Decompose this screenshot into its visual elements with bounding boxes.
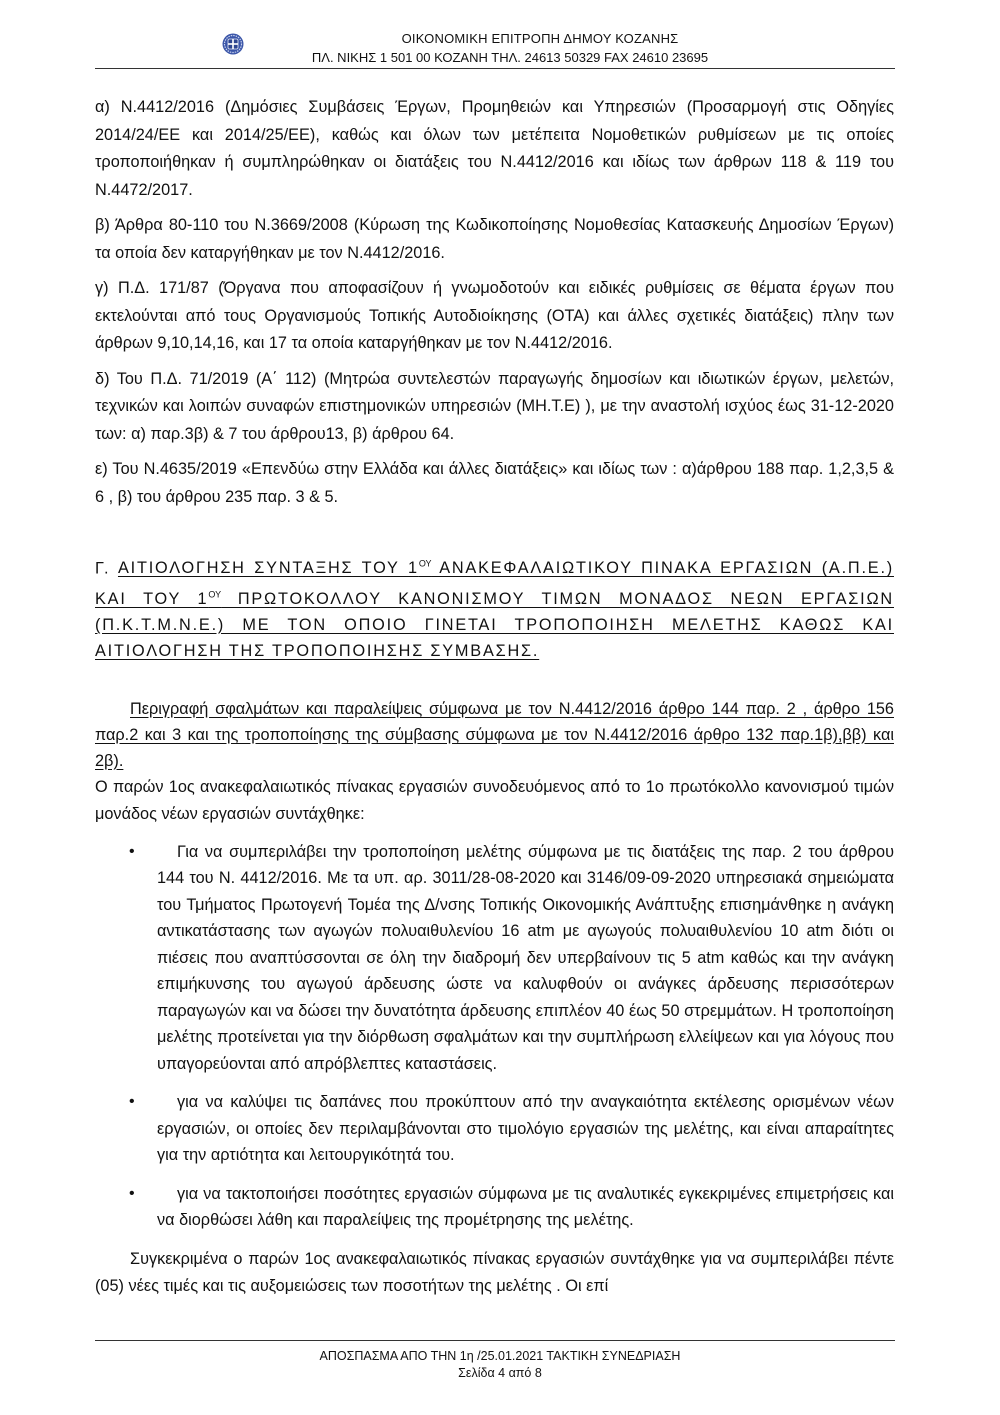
legal-item-d: δ) Του Π.Δ. 71/2019 (Α΄ 112) (Μητρώα συντελεστών παραγωγής δημοσίων και ιδιωτικών έργων, μελετών, τεχνικών και λοιπών συναφών επιστημονικών υπηρεσιών (ΜΗ.Τ.Ε) ), με την αναστολή ισχύος έως 31-12-2020 των: α) παρ.3β) & 7 του άρθρου13, β) άρθρου 64. <box>95 369 894 443</box>
header-divider <box>95 68 895 69</box>
page-header <box>0 0 1000 70</box>
bullet-icon: • <box>129 1093 135 1111</box>
section-heading-text-1: ΑΙΤΙΟΛΟΓΗΣΗ ΣΥΝΤΑΞΗΣ ΤΟΥ 1 <box>117 559 419 578</box>
subheading: Περιγραφή σφαλμάτων και παραλείψεις σύμφωνα με τον Ν.4412/2016 άρθρο 144 παρ. 2 , άρθρο 156 παρ.2 και 3 και της τροποποίησης της σύμβασης σύμφωνα με τον Ν.4412/2016 άρθρο 132 παρ.1β),ββ) και 2β). <box>95 699 894 770</box>
intro-paragraph: Ο παρών 1ος ανακεφαλαιωτικός πίνακας εργασιών συνοδευόμενος από το 1ο πρωτόκολλο κανονισμού τιμών μονάδος νέων εργασιών συντάχθηκε: <box>95 777 894 824</box>
list-item-text: για να τακτοποιήσει ποσότητες εργασιών σύμφωνα με τις αναλυτικές εγκεκριμένες επιμετρήσεις και να διορθώσει λάθη και παραλείψεις της προμέτρησης της μελέτης. <box>157 1184 894 1230</box>
header-address: ΠΛ. ΝΙΚΗΣ 1 501 00 ΚΟΖΑΝΗ ΤΗΛ. 24613 50329 FAX 24610 23695 <box>311 50 709 65</box>
section-heading-text-2: ΑΝΑΚΕΦΑΛΑΙΩΤΙΚΟΥ ΠΙΝΑΚΑ ΕΡΓΑΣΙΩΝ (Α.Π.Ε.) ΚΑΙ ΤΟΥ 1 <box>95 559 894 608</box>
bullet-icon: • <box>129 842 135 860</box>
legal-item-c: γ) Π.Δ. 171/87 (Όργανα που αποφασίζουν ή γνωμοδοτούν και ειδικές ρυθμίσεις σε θέματα έργων που εκτελούνται από τους Οργανισμούς Τοπικής Αυτοδιοίκησης (ΟΤΑ) και άλλες σχετικές διατάξεις) πλην των άρθρων 9,10,14,16, και 17 τα οποία καταργήθηκαν με τον Ν.4412/2016. <box>95 279 894 352</box>
ordinal-superscript: ΟΥ <box>418 559 432 569</box>
closing-paragraph: Συγκεκριμένα ο παρών 1ος ανακεφαλαιωτικός πίνακας εργασιών συντάχθηκε για να συμπεριλάβει πέντε (05) νέες τιμές και τις αυξομειώσεις των ποσοτήτων της μελέτης . Οι επί <box>95 1249 894 1296</box>
list-item <box>95 839 894 1078</box>
footer-divider <box>95 1340 895 1341</box>
bullet-list <box>95 839 894 1234</box>
section-heading-prefix: Γ. <box>95 559 118 578</box>
footer-meeting-label: ΑΠΟΣΠΑΣΜΑ ΑΠΟ ΤΗΝ 1η /25.01.2021 ΤΑΚΤΙΚΗ ΣΥΝΕΔΡΙΑΣΗ <box>319 1349 681 1363</box>
ordinal-superscript: ΟΥ <box>208 589 222 600</box>
legal-item-b: β) Άρθρα 80-110 του Ν.3669/2008 (Κύρωση της Κωδικοποίησης Νομοθεσίας Κατασκευής Δημοσίων Έργων) τα οποία δεν καταργήθηκαν με τον Ν.4412/2016. <box>95 216 894 262</box>
section-heading-text-3: ΠΡΩΤΟΚΟΛΛΟΥ ΚΑΝΟΝΙΣΜΟΥ ΤΙΜΩΝ ΜΟΝΑΔΟΣ ΝΕΩΝ ΕΡΓΑΣΙΩΝ (Π.Κ.Τ.Μ.Ν.Ε.) ΜΕ ΤΟΝ ΟΠΟΙΟ ΓΙΝΕΤΑΙ ΤΡΟΠΟΠΟΙΗΣΗ ΜΕΛΕΤΗΣ ΚΑΘΩΣ ΚΑΙ ΑΙΤΙΟΛΟΓΗΣΗ ΤΗΣ ΤΡΟΠΟΠΟΙΗΣΗΣ ΣΥΜΒΑΣΗΣ. <box>95 589 894 660</box>
header-title: ΟΙΚΟΝΟΜΙΚΗ ΕΠΙΤΡΟΠΗ ΔΗΜΟΥ ΚΟΖΑΝΗΣ <box>401 31 679 46</box>
page-number: Σελίδα 4 από 8 <box>458 1366 542 1380</box>
document-body <box>95 94 894 1301</box>
greek-coat-of-arms-icon <box>222 33 244 55</box>
list-item-text: Για να συμπεριλάβει την τροποποίηση μελέτης σύμφωνα με τις διατάξεις της παρ. 2 του άρθρου 144 του Ν. 4412/2016. Με τα υπ. αρ. 3011/28-08-2020 και 3146/09-09-2020 υπηρεσιακά σημειώματα του Τμήματος Πρωτογενή Τομέα της Δ/νσης Τοπικής Οικονομικής Ανάπτυξης επισημάνθηκε η ανάγκη αντικατάστασης των αγωγών πολυαιθυλενίου 16 atm με αγωγούς πολυαιθυλενίου 10 atm διότι οι πιέσεις που αναπτύσσονται σε όλη την διαδρομή δεν υπερβαίνουν τις 5 atm καθώς και την ανάγκη επιμήκυνσης του αγωγού άρδευσης ώστε να καλυφθούν οι ανάγκες άρδευσης περισσότερων παραγωγών και να δώσει την δυνατότητα άρδευσης επιπλέον 40 έως 50 στρεμμάτων. Η τροποποίηση μελέτης προτείνεται για την διόρθωση σφαλμάτων και την συμπλήρωση ελλείψεων και για λόγους που υπαγορεύονται από απρόβλεπτες καταστάσεις. <box>157 842 894 1073</box>
legal-item-e: ε) Του Ν.4635/2019 «Επενδύω στην Ελλάδα και άλλες διατάξεις» και ιδίως των : α)άρθρου 188 παρ. 1,2,3,5 & 6 , β) του άρθρου 235 παρ. 3 & 5. <box>95 460 894 506</box>
list-item-text: για να καλύψει τις δαπάνες που προκύπτουν από την αναγκαιότητα εκτέλεσης ορισμένων νέων εργασιών, οι οποίες δεν περιλαμβάνονται στο τιμολόγιο εργασιών της μελέτης, και είναι απαραίτητες για την αρτιότητα και λειτουργικότητά του. <box>157 1093 894 1165</box>
section-heading <box>95 551 894 664</box>
legal-item-a: α) Ν.4412/2016 (Δημόσιες Συμβάσεις Έργων, Προμηθειών και Υπηρεσιών (Προσαρμογή στις Οδηγίες 2014/24/ΕΕ και 2014/25/ΕΕ), καθώς και όλων των μετέπειτα Νομοθετικών ρυθμίσεων με τις οποίες τροποποιήθηκαν ή συμπληρώθηκαν οι διατάξεις του Ν.4412/2016 και ιδίως των άρθρων 118 & 119 του Ν.4472/2017. <box>95 98 894 199</box>
list-item <box>95 1181 894 1234</box>
bullet-icon: • <box>129 1184 135 1202</box>
list-item <box>95 1089 894 1169</box>
